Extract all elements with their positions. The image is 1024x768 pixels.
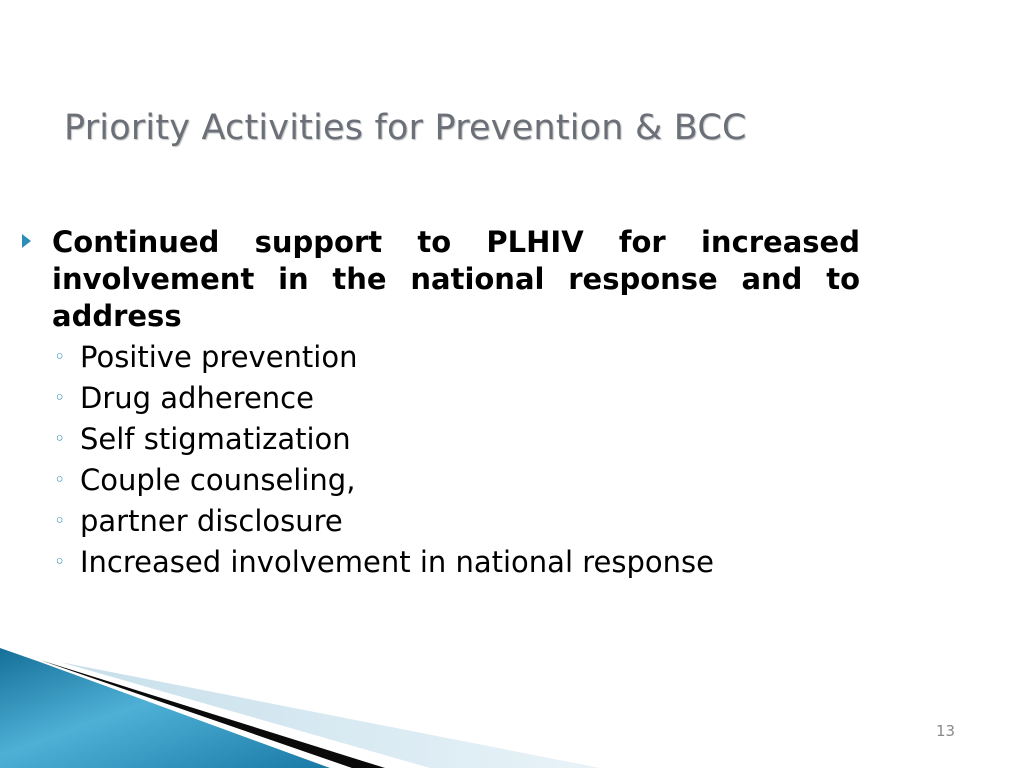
page-number: 13 [936,722,956,740]
hollow-circle-icon: ◦ [54,469,66,491]
sub-bullet-text: Positive prevention [80,340,358,374]
sub-bullet-text: Increased involvement in national response [80,545,714,579]
sub-bullet-text: Self stigmatization [80,422,351,456]
sub-bullet-text: Couple counseling, [80,463,356,497]
hollow-circle-icon: ◦ [54,346,66,368]
slide-title: Priority Activities for Prevention & BCC [64,108,747,148]
sub-bullet-text: partner disclosure [80,504,343,538]
sub-bullet-text: Drug adherence [80,381,314,415]
main-bullet-text: Continued support to PLHIV for increased involvement in the national response and to address [52,225,860,333]
hollow-circle-icon: ◦ [54,551,66,573]
hollow-circle-icon: ◦ [54,387,66,409]
hollow-circle-icon: ◦ [54,428,66,450]
hollow-circle-icon: ◦ [54,510,66,532]
